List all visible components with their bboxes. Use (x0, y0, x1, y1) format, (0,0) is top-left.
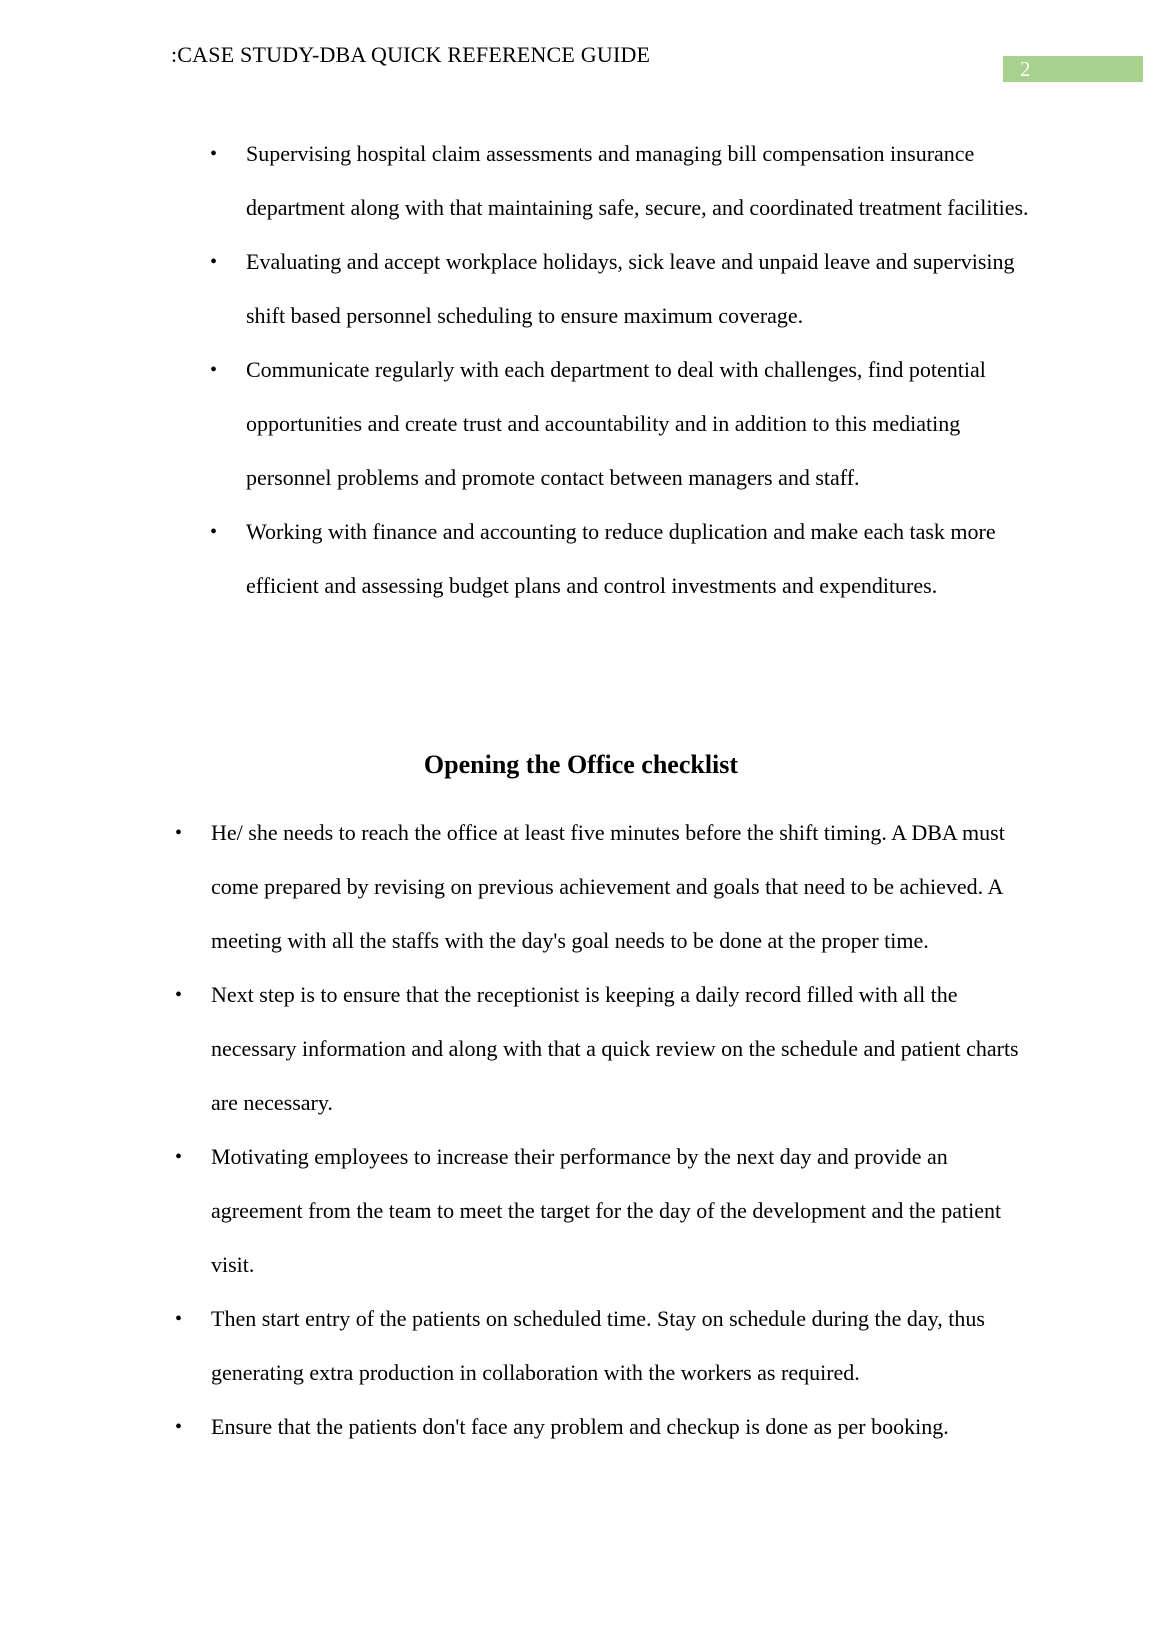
list-item-text: Then start entry of the patients on scheduled time. Stay on schedule during the day, thus generating extra production in collaboration with the workers as required. (211, 1306, 985, 1385)
list-item (175, 1292, 1026, 1400)
list-item (175, 1400, 1026, 1454)
bullet-icon: • (210, 251, 218, 273)
list-item-text: Next step is to ensure that the receptionist is keeping a daily record filled with all the necessary information and along with that a quick review on the schedule and patient charts are necessary. (211, 982, 1019, 1115)
list-item-text: Ensure that the patients don't face any problem and checkup is done as per booking. (211, 1414, 949, 1439)
bullet-icon: • (175, 822, 183, 844)
page-number-box (1003, 56, 1143, 82)
list-item-text: Motivating employees to increase their performance by the next day and provide an agreement from the team to meet the target for the day of the development and the patient visit. (211, 1144, 1002, 1277)
bullet-icon: • (175, 984, 183, 1006)
list-item-text: Working with finance and accounting to reduce duplication and make each task more efficient and assessing budget plans and control investments and expenditures. (246, 519, 996, 598)
list-item-text: He/ she needs to reach the office at least five minutes before the shift timing. A DBA must come prepared by revising on previous achievement and goals that need to be achieved. A meeting with all the staffs with the day's goal needs to be done at the proper time. (211, 820, 1005, 953)
responsibilities-list (210, 127, 1036, 613)
list-item-text: Communicate regularly with each department to deal with challenges, find potential opportunities and create trust and accountability and in addition to this mediating personnel problems and promote contact between managers and staff. (246, 357, 986, 490)
list-item (210, 235, 1036, 343)
list-item (210, 127, 1036, 235)
section-heading: Opening the Office checklist (423, 750, 739, 779)
list-item (210, 343, 1036, 505)
list-item (175, 806, 1026, 968)
list-item (175, 968, 1026, 1130)
list-item (210, 505, 1036, 613)
bullet-icon: • (175, 1146, 183, 1168)
checklist-list (175, 806, 1026, 1454)
bullet-icon: • (210, 521, 218, 543)
page-number: 2 (1020, 57, 1031, 81)
bullet-icon: • (210, 143, 218, 165)
bullet-icon: • (210, 359, 218, 381)
running-head: :CASE STUDY-DBA QUICK REFERENCE GUIDE (171, 42, 651, 67)
bullet-icon: • (175, 1416, 183, 1438)
list-item (175, 1130, 1026, 1292)
bullet-icon: • (175, 1308, 183, 1330)
list-item-text: Supervising hospital claim assessments and managing bill compensation insurance department along with that maintaining safe, secure, and coordinated treatment facilities. (246, 141, 1029, 220)
list-item-text: Evaluating and accept workplace holidays, sick leave and unpaid leave and supervising shift based personnel scheduling to ensure maximum coverage. (246, 249, 1015, 328)
